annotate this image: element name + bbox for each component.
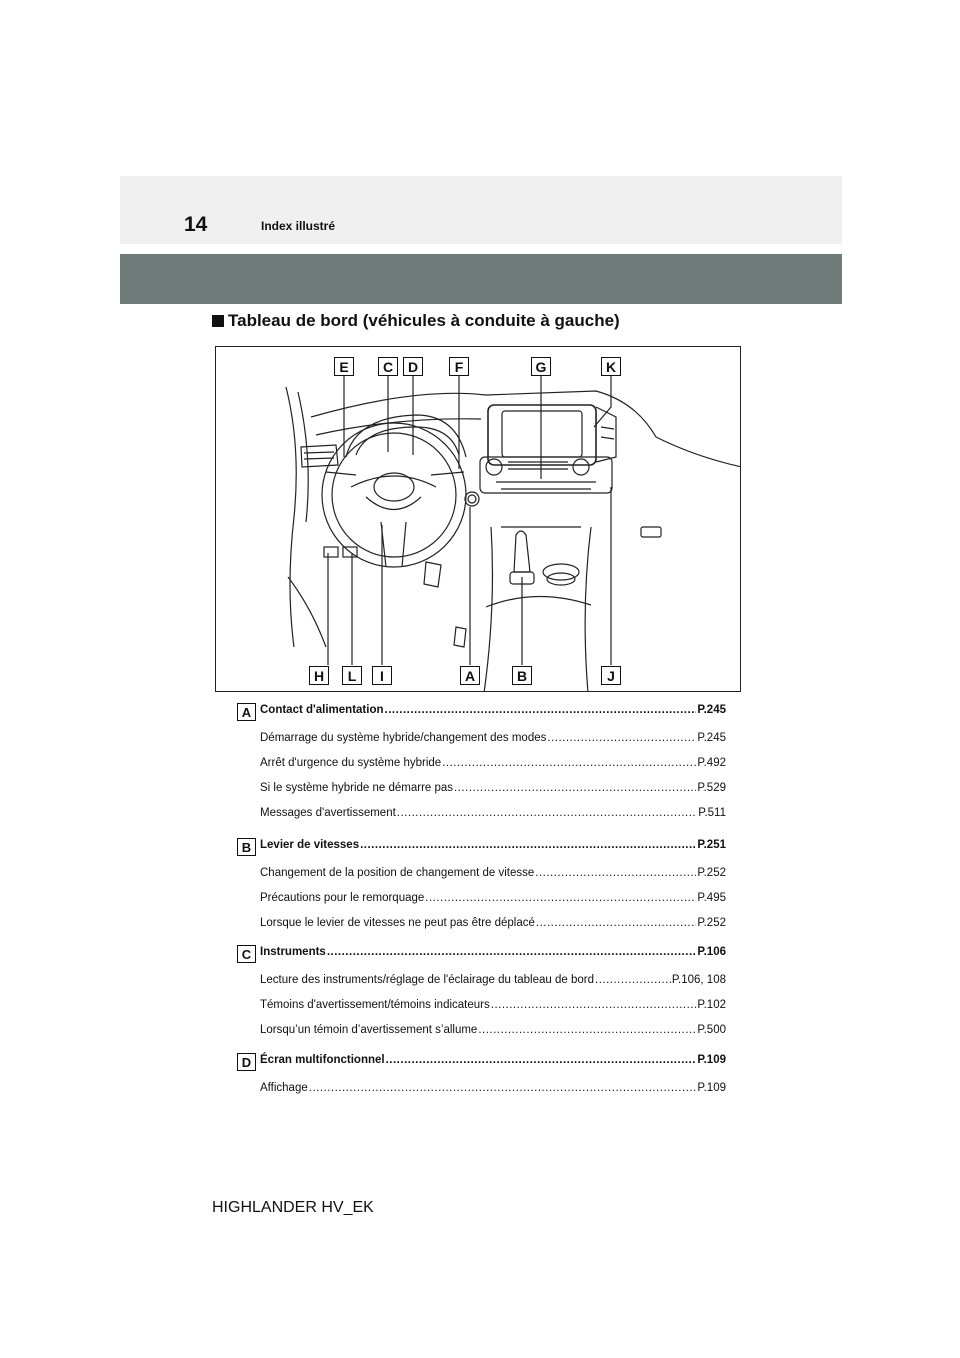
entry-line: Témoins d'avertissement/témoins indicateurs ..... P.102 <box>260 999 726 1011</box>
header-band <box>120 176 842 244</box>
entry-letter: B <box>237 838 256 856</box>
callout-A: A <box>460 666 480 685</box>
footer-model: HIGHLANDER HV_EK <box>212 1199 374 1216</box>
section-title: Tableau de bord (véhicules à conduite à gauche) <box>228 311 620 330</box>
square-bullet-icon <box>212 315 224 327</box>
dashboard-figure <box>215 346 741 692</box>
header-title: Index illustré <box>261 219 336 233</box>
callout-F: F <box>449 357 469 376</box>
callout-E: E <box>334 357 354 376</box>
entry-line: Instruments ..... P.106 <box>260 946 726 958</box>
entry-line: Écran multifonctionnel ..... P.109 <box>260 1054 726 1066</box>
callout-K: K <box>601 357 621 376</box>
callout-B: B <box>512 666 532 685</box>
entry-line: Arrêt d'urgence du système hybride ..... P.492 <box>260 757 726 769</box>
entry-line: Précautions pour le remorquage ..... P.495 <box>260 892 726 904</box>
callout-L: L <box>342 666 362 685</box>
entry-line: Lecture des instruments/réglage de l'éclairage du tableau de bord ..... P.106, 108 <box>260 974 726 986</box>
callout-C: C <box>378 357 398 376</box>
entry-line: Changement de la position de changement de vitesse ..... P.252 <box>260 867 726 879</box>
callout-H: H <box>309 666 329 685</box>
callout-J: J <box>601 666 621 685</box>
entry-line: Lorsqu’un témoin d’avertissement s’allume ..... P.500 <box>260 1024 726 1036</box>
callout-I: I <box>372 666 392 685</box>
entry-line: Si le système hybride ne démarre pas ..... P.529 <box>260 782 726 794</box>
section-heading <box>212 311 620 331</box>
entry-letter: C <box>237 945 256 963</box>
entry-letter: A <box>237 703 256 721</box>
page-number: 14 <box>184 213 208 236</box>
section-bar <box>120 254 842 304</box>
entry-letter: D <box>237 1053 256 1071</box>
entry-line: Messages d'avertissement ..... P.511 <box>260 807 726 819</box>
callout-D: D <box>403 357 423 376</box>
entry-line: Contact d'alimentation ..... P.245 <box>260 704 726 716</box>
entry-line: Affichage ..... P.109 <box>260 1082 726 1094</box>
entry-line: Lorsque le levier de vitesses ne peut pas être déplacé ..... P.252 <box>260 917 726 929</box>
entry-line: Démarrage du système hybride/changement des modes ..... P.245 <box>260 732 726 744</box>
callout-G: G <box>531 357 551 376</box>
dashboard-illustration <box>216 347 741 692</box>
entry-line: Levier de vitesses ..... P.251 <box>260 839 726 851</box>
